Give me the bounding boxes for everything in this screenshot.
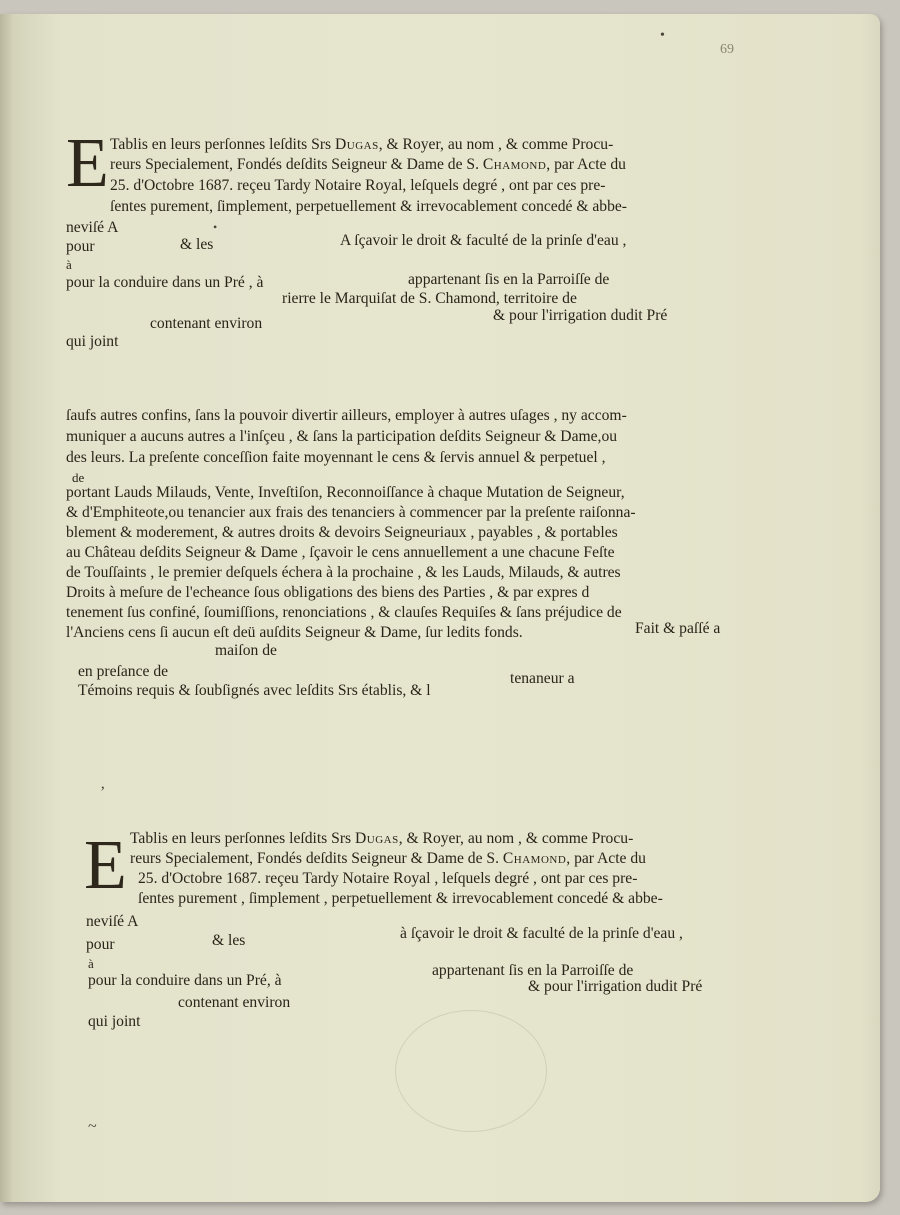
text-segment: Tablis en leurs perſonnes leſdits Srs [130,830,352,847]
drop-cap: E [66,125,109,202]
text-line: ſaufs autres confins, ſans la pouvoir divertir ailleurs, employer à autres uſages , ny accom- [66,407,627,424]
text-line: 25. d'Octobre 1687. reçeu Tardy Notaire Royal, leſquels degré , ont par ces pre- [110,177,606,194]
text-line: portant Lauds Milauds, Vente, Inveſtiſon, Reconnoiſſance à chaque Mutation de Seigneur, [66,484,625,501]
ink-mark: ~ [88,1118,97,1135]
text-line: pour la conduire dans un Pré, à [88,972,282,989]
text-line: contenant environ [178,994,291,1011]
text-line: rierre le Marquiſat de S. Chamond, territoire de [282,290,577,307]
text-line: l'Anciens cens ſi aucun eſt deü auſdits Seigneur & Dame, ſur ledits fonds. [66,624,523,641]
text-segment: , & Royer, au nom , & comme Procu- [398,830,634,847]
text-line: au Château deſdits Seigneur & Dame , ſçavoir le cens annuellement a une chacune Feſte [66,544,615,561]
text-line [110,156,626,174]
ink-dot: • [213,220,218,234]
text-line: qui joint [88,1013,141,1030]
text-line: de Touſſaints , le premier deſquels échera à la prochaine , & les Lauds, Milauds, & autres [66,564,621,581]
text-line: & les [180,236,214,253]
text-line: maiſon de [215,642,277,659]
drop-cap: E [84,827,127,904]
ink-spot: • [660,28,665,43]
text-segment: , par Acte du [546,156,626,173]
text-line: Droits à meſure de l'echeance ſous obligations des biens des Parties , & par expres d [66,584,590,601]
text-segment: , & Royer, au nom , & comme Procu- [378,136,614,153]
text-line: pour [86,936,115,953]
text-line: Témoins requis & ſoubſignés avec leſdits Srs établis, & l [78,682,431,699]
text-line: 25. d'Octobre 1687. reçeu Tardy Notaire Royal , leſquels degré , ont par ces pre- [138,870,638,887]
text-line: à [66,257,72,272]
text-line: tenaneur a [510,670,575,687]
name-dugas: Dugas [355,830,399,847]
text-line: A ſçavoir le droit & faculté de la prinſe d'eau , [340,232,627,249]
text-line [130,850,646,868]
text-line: Fait & paſſé a [635,620,721,637]
name-chamond: Chamond [502,850,567,867]
text-segment: reurs Specialement, Fondés deſdits Seigneur & Dame de S. [130,850,499,867]
page-corner-mark: 69 [720,42,734,57]
page-binding-edge [0,14,14,1202]
text-line: en preſance de [78,663,169,680]
text-segment: , par Acte du [566,850,646,867]
ink-mark: ʼ [100,784,106,801]
name-dugas: Dugas [335,136,379,153]
text-line: ſentes purement, ſimplement, perpetuellement & irrevocablement concedé & abbe- [110,198,627,215]
text-line: appartenant ſis en la Parroiſſe de [408,271,610,288]
text-line: ſentes purement , ſimplement , perpetuellement & irrevocablement concedé & abbe- [138,890,663,907]
text-line: des leurs. La preſente conceſſion faite moyennant le cens & ſervis annuel & perpetuel , [66,449,606,466]
text-line: blement & moderement, & autres droits & devoirs Seigneuriaux , payables , & portables [66,524,618,541]
name-chamond: Chamond [482,156,547,173]
text-line: & d'Emphiteote,ou tenancier aux frais des tenanciers à commencer par la preſente raiſonna- [66,504,636,521]
text-line: à [88,956,94,971]
faded-stamp [395,1010,547,1132]
text-line: tenement ſus confiné, ſoumiſſions, renonciations , & clauſes Requiſes & ſans préjudice de [66,604,622,621]
text-line [110,136,613,154]
text-segment: reurs Specialement, Fondés deſdits Seigneur & Dame de S. [110,156,479,173]
text-line: & pour l'irrigation dudit Pré [493,307,668,324]
text-line: contenant environ [150,315,263,332]
text-line: neviſé A [86,913,139,930]
text-line: de [72,470,85,485]
text-segment: Tablis en leurs perſonnes leſdits Srs [110,136,332,153]
text-line: muniquer a aucuns autres a l'inſçeu , & ſans la participation deſdits Seigneur & Dame,ou [66,428,618,445]
text-line: à ſçavoir le droit & faculté de la prinſe d'eau , [400,925,683,942]
text-line: qui joint [66,333,119,350]
text-line: appartenant ſis en la Parroiſſe de [432,962,634,979]
text-line: pour [66,238,95,255]
text-line: neviſé A [66,219,119,236]
text-line [130,830,633,848]
text-line: & pour l'irrigation dudit Pré [528,978,703,995]
text-line: & les [212,932,246,949]
text-line: pour la conduire dans un Pré , à [66,274,264,291]
